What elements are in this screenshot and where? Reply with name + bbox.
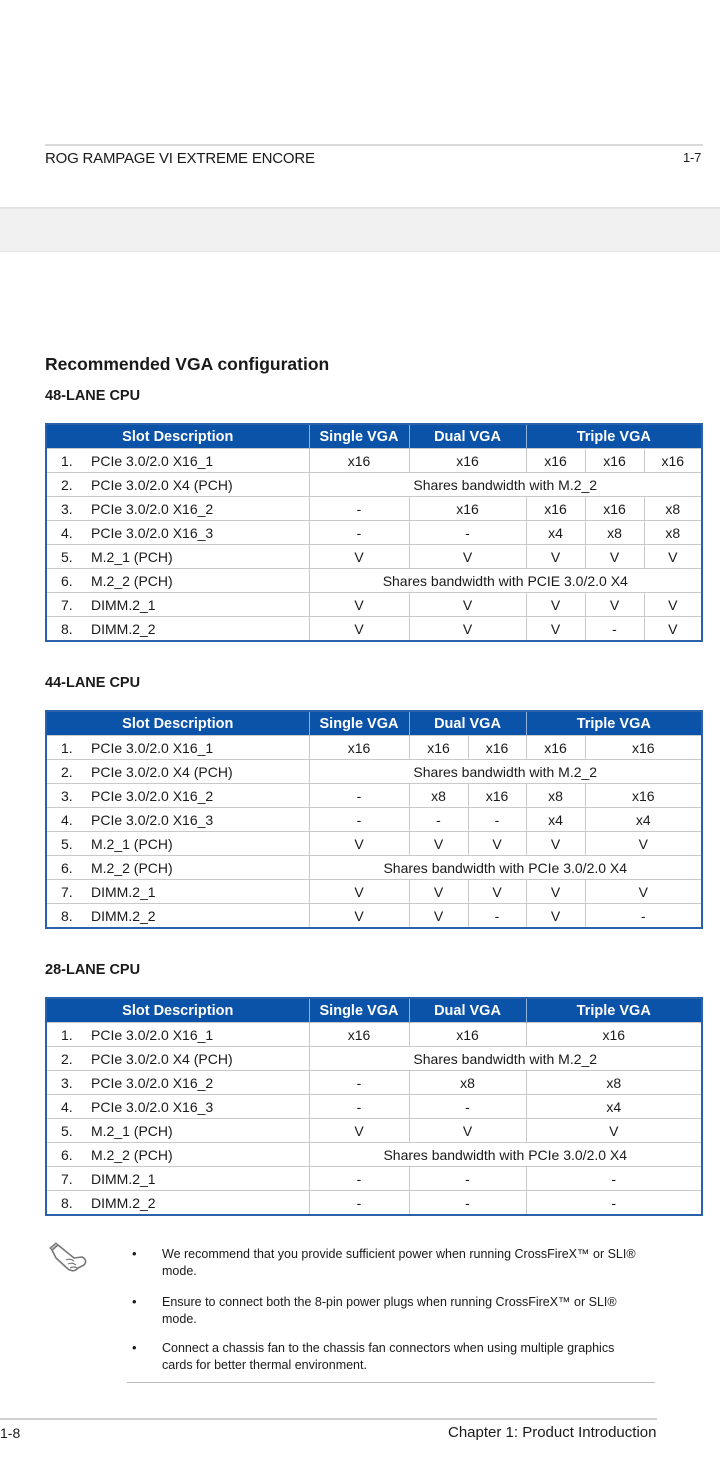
table-row	[46, 521, 702, 545]
table-row	[46, 784, 702, 808]
cell-value: -	[309, 1167, 409, 1191]
row-number: 2.	[46, 473, 91, 497]
cell-value: x16	[526, 1023, 702, 1047]
bullet: •	[132, 1294, 137, 1309]
cell-value: x4	[585, 808, 702, 832]
slot-name: PCIe 3.0/2.0 X16_1	[91, 449, 309, 473]
cell-value: V	[585, 880, 702, 904]
cell-value: V	[468, 832, 526, 856]
row-number: 6.	[46, 1143, 91, 1167]
slot-name: PCIe 3.0/2.0 X4 (PCH)	[91, 760, 309, 784]
cell-value: x16	[409, 449, 526, 473]
cell-value: V	[309, 1119, 409, 1143]
cell-value: -	[409, 1167, 526, 1191]
cell-value: V	[409, 617, 526, 642]
table-row	[46, 880, 702, 904]
cell-value: -	[309, 1191, 409, 1216]
slot-name: PCIe 3.0/2.0 X16_2	[91, 784, 309, 808]
cell-value: x8	[644, 521, 702, 545]
cell-value: -	[309, 1095, 409, 1119]
cell-value: V	[526, 1119, 702, 1143]
row-number: 1.	[46, 1023, 91, 1047]
vga-table-48-lane	[45, 423, 703, 642]
slot-name: M.2_2 (PCH)	[91, 856, 309, 880]
header-slot-description: Slot Description	[46, 424, 309, 449]
slot-name: PCIe 3.0/2.0 X16_1	[91, 1023, 309, 1047]
slot-name: DIMM.2_1	[91, 880, 309, 904]
slot-name: PCIe 3.0/2.0 X4 (PCH)	[91, 473, 309, 497]
shared-bandwidth-note: Shares bandwidth with PCIe 3.0/2.0 X4	[309, 856, 702, 880]
table-row	[46, 1071, 702, 1095]
pointing-hand-icon	[48, 1240, 92, 1280]
cell-value: V	[526, 593, 585, 617]
cell-value: -	[409, 808, 468, 832]
row-number: 5.	[46, 832, 91, 856]
cell-value: V	[526, 832, 585, 856]
shared-bandwidth-note: Shares bandwidth with PCIE 3.0/2.0 X4	[309, 569, 702, 593]
cell-value: V	[309, 593, 409, 617]
table-row	[46, 617, 702, 642]
slot-name: PCIe 3.0/2.0 X16_2	[91, 497, 309, 521]
cell-value: V	[468, 880, 526, 904]
page-header-title: ROG RAMPAGE VI EXTREME ENCORE	[45, 150, 315, 167]
page-header-number: 1-7	[683, 150, 702, 165]
table-row	[46, 1047, 702, 1071]
cell-value: x4	[526, 808, 585, 832]
cell-value: V	[526, 617, 585, 642]
header-rule	[45, 144, 703, 146]
cell-value: x16	[468, 784, 526, 808]
cell-value: -	[409, 521, 526, 545]
slot-name: DIMM.2_1	[91, 1167, 309, 1191]
cell-value: x16	[526, 736, 585, 760]
slot-name: PCIe 3.0/2.0 X4 (PCH)	[91, 1047, 309, 1071]
cell-value: x16	[644, 449, 702, 473]
cell-value: x16	[585, 449, 644, 473]
table-row	[46, 449, 702, 473]
section-title: Recommended VGA configuration	[45, 354, 330, 374]
cell-value: x16	[309, 449, 409, 473]
slot-name: PCIe 3.0/2.0 X16_2	[91, 1071, 309, 1095]
notes-list	[127, 1236, 655, 1383]
row-number: 5.	[46, 545, 91, 569]
cell-value: V	[644, 593, 702, 617]
bullet: •	[132, 1340, 137, 1355]
note-text: We recommend that you provide sufficient power when running CrossFireX™ or SLI® mode.	[162, 1247, 636, 1278]
cell-value: x16	[526, 497, 585, 521]
cell-value: -	[409, 1095, 526, 1119]
slot-name: M.2_2 (PCH)	[91, 1143, 309, 1167]
header-dual-vga: Dual VGA	[409, 424, 526, 449]
table-row	[46, 1119, 702, 1143]
cell-value: -	[585, 904, 702, 929]
table-row	[46, 593, 702, 617]
cell-value: V	[409, 832, 468, 856]
row-number: 3.	[46, 497, 91, 521]
cell-value: V	[526, 880, 585, 904]
slot-name: M.2_1 (PCH)	[91, 832, 309, 856]
header-slot-description: Slot Description	[46, 711, 309, 736]
table-row	[46, 569, 702, 593]
header-dual-vga: Dual VGA	[409, 998, 526, 1023]
table-title-48-lane: 48-LANE CPU	[45, 388, 141, 404]
row-number: 5.	[46, 1119, 91, 1143]
cell-value: -	[526, 1191, 702, 1216]
bullet: •	[132, 1246, 137, 1261]
cell-value: x16	[309, 736, 409, 760]
cell-value: V	[309, 904, 409, 929]
page-separator	[0, 207, 720, 252]
header-single-vga: Single VGA	[309, 424, 409, 449]
table-header-row	[46, 711, 702, 736]
row-number: 7.	[46, 1167, 91, 1191]
cell-value: V	[309, 880, 409, 904]
cell-value: x16	[585, 497, 644, 521]
cell-value: -	[585, 617, 644, 642]
table-row	[46, 545, 702, 569]
row-number: 6.	[46, 569, 91, 593]
cell-value: x8	[409, 784, 468, 808]
cell-value: V	[526, 545, 585, 569]
cell-value: V	[409, 1119, 526, 1143]
cell-value: V	[526, 904, 585, 929]
table-row	[46, 736, 702, 760]
row-number: 3.	[46, 1071, 91, 1095]
header-triple-vga: Triple VGA	[526, 711, 702, 736]
cell-value: -	[468, 904, 526, 929]
row-number: 6.	[46, 856, 91, 880]
slot-name: M.2_2 (PCH)	[91, 569, 309, 593]
table-row	[46, 473, 702, 497]
table-row	[46, 1143, 702, 1167]
header-single-vga: Single VGA	[309, 711, 409, 736]
table-row	[46, 808, 702, 832]
table-row	[46, 1167, 702, 1191]
row-number: 2.	[46, 1047, 91, 1071]
header-triple-vga: Triple VGA	[526, 424, 702, 449]
row-number: 3.	[46, 784, 91, 808]
slot-name: PCIe 3.0/2.0 X16_1	[91, 736, 309, 760]
shared-bandwidth-note: Shares bandwidth with PCIe 3.0/2.0 X4	[309, 1143, 702, 1167]
slot-name: PCIe 3.0/2.0 X16_3	[91, 808, 309, 832]
cell-value: x8	[644, 497, 702, 521]
cell-value: V	[409, 593, 526, 617]
row-number: 7.	[46, 593, 91, 617]
row-number: 4.	[46, 521, 91, 545]
cell-value: x8	[585, 521, 644, 545]
cell-value: x16	[526, 449, 585, 473]
slot-name: DIMM.2_1	[91, 593, 309, 617]
vga-table-44-lane	[45, 710, 703, 929]
cell-value: -	[468, 808, 526, 832]
shared-bandwidth-note: Shares bandwidth with M.2_2	[309, 1047, 702, 1071]
vga-table-28-lane	[45, 997, 703, 1216]
cell-value: V	[585, 832, 702, 856]
cell-value: V	[409, 545, 526, 569]
slot-name: PCIe 3.0/2.0 X16_3	[91, 1095, 309, 1119]
shared-bandwidth-note: Shares bandwidth with M.2_2	[309, 760, 702, 784]
cell-value: -	[409, 1191, 526, 1216]
cell-value: x16	[585, 736, 702, 760]
slot-name: PCIe 3.0/2.0 X16_3	[91, 521, 309, 545]
table-row	[46, 497, 702, 521]
row-number: 4.	[46, 1095, 91, 1119]
slot-name: M.2_1 (PCH)	[91, 545, 309, 569]
table-title-44-lane: 44-LANE CPU	[45, 675, 141, 691]
table-row	[46, 1191, 702, 1216]
header-single-vga: Single VGA	[309, 998, 409, 1023]
table-row	[46, 1023, 702, 1047]
cell-value: x16	[468, 736, 526, 760]
cell-value: -	[309, 521, 409, 545]
note-text: Connect a chassis fan to the chassis fan connectors when using multiple graphics cards for better thermal environment.	[162, 1341, 615, 1372]
cell-value: -	[309, 784, 409, 808]
cell-value: x8	[526, 784, 585, 808]
note-text: Ensure to connect both the 8-pin power plugs when running CrossFireX™ or SLI® mode.	[162, 1295, 617, 1326]
cell-value: x16	[309, 1023, 409, 1047]
cell-value: V	[409, 880, 468, 904]
table-row	[46, 832, 702, 856]
cell-value: V	[585, 593, 644, 617]
cell-value: V	[309, 617, 409, 642]
table-header-row	[46, 998, 702, 1023]
cell-value: -	[309, 1071, 409, 1095]
row-number: 1.	[46, 736, 91, 760]
table-title-28-lane: 28-LANE CPU	[45, 962, 141, 978]
row-number: 8.	[46, 1191, 91, 1216]
table-row	[46, 1095, 702, 1119]
row-number: 7.	[46, 880, 91, 904]
slot-name: DIMM.2_2	[91, 904, 309, 929]
cell-value: V	[309, 832, 409, 856]
table-row	[46, 904, 702, 929]
cell-value: -	[309, 808, 409, 832]
table-row	[46, 760, 702, 784]
cell-value: x16	[409, 497, 526, 521]
cell-value: V	[309, 545, 409, 569]
row-number: 2.	[46, 760, 91, 784]
cell-value: x16	[585, 784, 702, 808]
cell-value: V	[644, 617, 702, 642]
slot-name: DIMM.2_2	[91, 1191, 309, 1216]
cell-value: x16	[409, 1023, 526, 1047]
cell-value: x8	[409, 1071, 526, 1095]
row-number: 8.	[46, 617, 91, 642]
cell-value: V	[585, 545, 644, 569]
header-triple-vga: Triple VGA	[526, 998, 702, 1023]
row-number: 1.	[46, 449, 91, 473]
cell-value: V	[409, 904, 468, 929]
cell-value: x16	[409, 736, 468, 760]
cell-value: x4	[526, 521, 585, 545]
footer-rule	[0, 1418, 657, 1420]
header-slot-description: Slot Description	[46, 998, 309, 1023]
footer-chapter: Chapter 1: Product Introduction	[448, 1424, 657, 1441]
row-number: 8.	[46, 904, 91, 929]
cell-value: V	[644, 545, 702, 569]
cell-value: -	[526, 1167, 702, 1191]
shared-bandwidth-note: Shares bandwidth with M.2_2	[309, 473, 702, 497]
table-header-row	[46, 424, 702, 449]
row-number: 4.	[46, 808, 91, 832]
table-row	[46, 856, 702, 880]
slot-name: M.2_1 (PCH)	[91, 1119, 309, 1143]
footer-page-number: 1-8	[0, 1425, 21, 1441]
header-dual-vga: Dual VGA	[409, 711, 526, 736]
cell-value: x8	[526, 1071, 702, 1095]
slot-name: DIMM.2_2	[91, 617, 309, 642]
cell-value: x4	[526, 1095, 702, 1119]
cell-value: -	[309, 497, 409, 521]
